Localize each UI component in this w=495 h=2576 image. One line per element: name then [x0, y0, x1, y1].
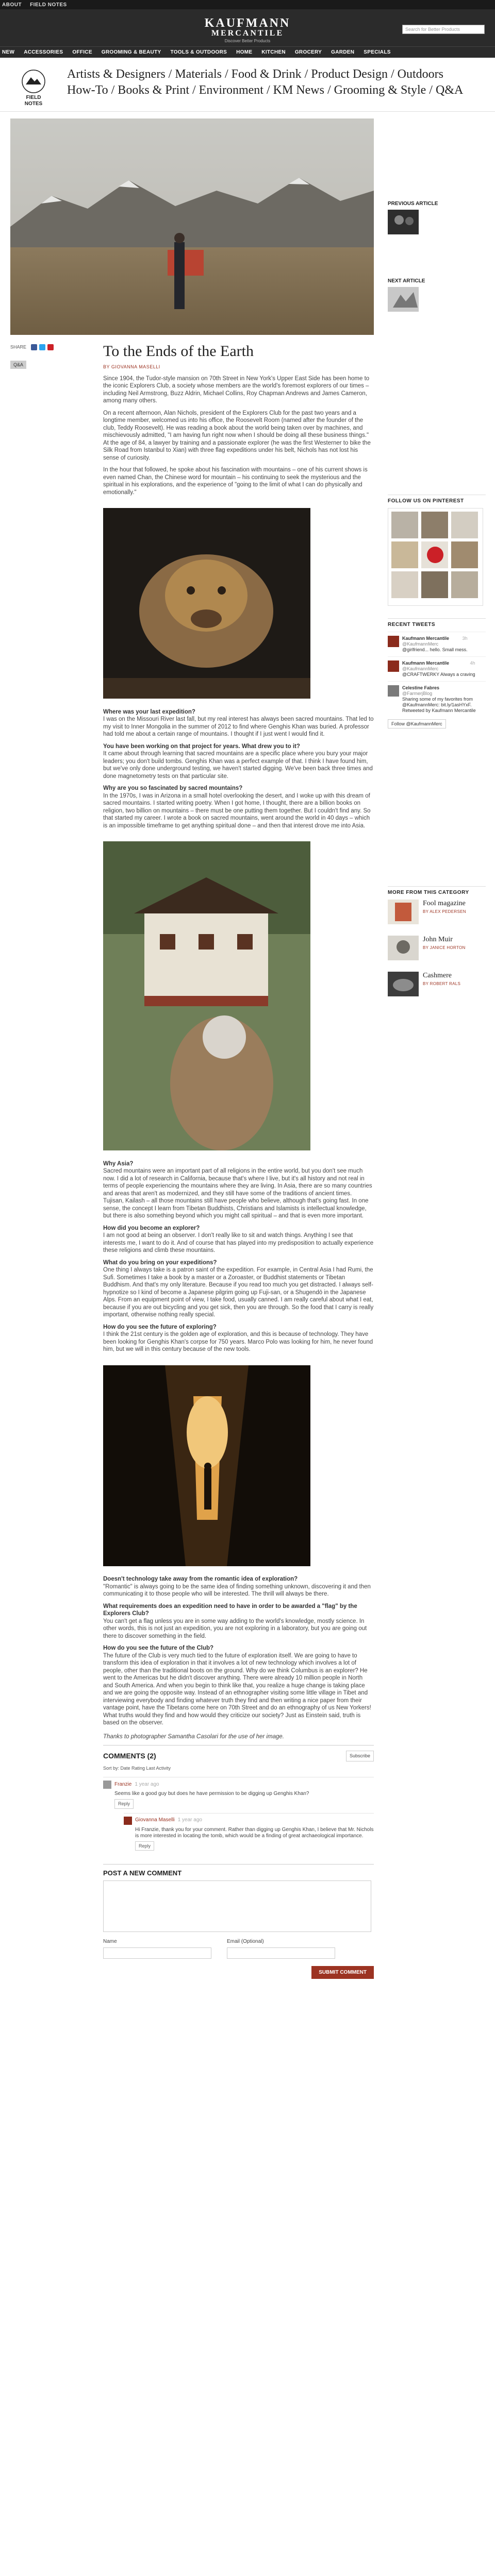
comment-text: Hi Franzie, thank you for your comment. Rather than digging up Genghis Khan, I believe that Mr. Nichols is more interested in locating the tomb, which would be a finding of great archaeological importance.: [135, 1826, 374, 1839]
answer: "Romantic" is always going to be the same idea of finding something unknown, discovering it and then communicating it to those people who will be interested. The thrill will always be there.: [103, 1583, 371, 1597]
related-article[interactable]: Fool magazine BY ALEX PEDERSEN: [388, 900, 486, 924]
email-field[interactable]: [227, 1947, 335, 1959]
nav-item-kitchen[interactable]: KITCHEN: [261, 49, 286, 55]
twitter-icon[interactable]: [39, 344, 45, 350]
question: Why are you so fascinated by sacred mountains?: [103, 785, 243, 791]
recent-tweets: [388, 618, 486, 728]
field-notes-bar: [0, 58, 495, 112]
tweet[interactable]: 3h Kaufmann Mercantile @KaufmannMerc @girlfriend... hello. Small mess.: [388, 632, 486, 656]
question: How do you see the future of the Club?: [103, 1645, 214, 1651]
article-photo-fur-trophy: [103, 508, 310, 699]
field-notes-link[interactable]: FIELD NOTES: [30, 2, 67, 8]
name-field-label: Name: [103, 1938, 211, 1959]
svg-text:NOTES: NOTES: [24, 101, 43, 107]
answer: One thing I always take is a patron saint of the expedition. For example, in Central Asia I had Rumi, the Sufi. Sometimes I take a book by a master or a Zoroaster, or Buddhist statements or Tibetan Buddhism. And that's my only literature. Because if you read too much you get distracted. I always self-hypnotize so I kind of become a Japanese pilgrim going up Fuji-san, or a Shugendō in the Japanese Alps. From an equipment point of view, I take food, usually canned. I am really careful about what I eat, because if you are out bicycling and you get sick, then you are through. So the food that I carry is really important, otherwise nothing really special.: [103, 1267, 374, 1318]
name-field[interactable]: [103, 1947, 211, 1959]
subscribe-button[interactable]: Subscribe: [346, 1751, 374, 1761]
comment-reply: [124, 1813, 374, 1855]
related-article[interactable]: Cashmere BY ROBERT RALS: [388, 972, 486, 996]
article-photo-monastery: [103, 841, 310, 1150]
answer: Sacred mountains were an important part of all religions in the entire world, but you don't see much now. I did a lot of research in California, because that's where I live, but it's all history and not real in terms of people experiencing the mountains where they are living. In Asia, there are so many countries and areas that aren't as modernized, and they still have some of the traditions of ancient times. Tujisan, Kailash – all those mountains still have people who believe, although that's going fast. In one sense, the concept I learn from Tibetan Buddhists, Christians and Islamists is intellectual knowledge, but there is also something beyond which you might call spiritual – and that is even more important.: [103, 1168, 372, 1219]
comments-header: [103, 1745, 374, 1761]
about-link[interactable]: ABOUT: [2, 2, 22, 8]
pinterest-icon[interactable]: [47, 344, 54, 350]
follow-twitter-button[interactable]: Follow @KaufmannMerc: [388, 719, 446, 728]
tweet[interactable]: 4h Kaufmann Mercantile @KaufmannMerc @CRAFTWERKY Always a craving: [388, 656, 486, 681]
article-photo-corridor: [103, 1365, 310, 1566]
question: Where was your last expedition?: [103, 708, 195, 715]
nav-item-office[interactable]: OFFICE: [72, 49, 92, 55]
submit-comment-button[interactable]: SUBMIT COMMENT: [311, 1966, 374, 1979]
reply-button[interactable]: Reply: [135, 1841, 154, 1851]
site-header: [0, 9, 495, 46]
paragraph: On a recent afternoon, Alan Nichols, president of the Explorers Club for the past two years and a longtime member, welcomed us into his office, the Roosevelt Room (named after the founder of the club, Teddy Roosevelt). He was reading a book about the world being taken over by machines, and mischievously admitted, "I am having fun right now when I should be doing all these business things." At the age of 84, a lawyer by training and a passionate explorer (he was the first Westerner to bike the Silk Road from Istanbul to Xian) with three flag expeditions under his belt, Nichols has not lost his sense of curiosity.: [103, 410, 371, 461]
comment-time: 1 year ago: [135, 1781, 159, 1787]
nav-item-garden[interactable]: GARDEN: [331, 49, 355, 55]
question: What do you bring on your expeditions?: [103, 1259, 217, 1266]
avatar: [103, 1781, 111, 1789]
next-article[interactable]: NEXT ARTICLE: [388, 278, 486, 312]
facebook-icon[interactable]: [31, 344, 37, 350]
previous-article-thumbnail[interactable]: [388, 210, 419, 234]
email-field-label: Email (Optional): [227, 1938, 335, 1959]
tweet[interactable]: Celestine Fabres @FarmerjBlog Sharing some of my favorites from @KaufmannMerc: bit.ly/1asHYxF. Retweeted by Kaufmann Mercantile: [388, 681, 486, 717]
more-heading: MORE FROM THIS CATEGORY: [388, 886, 486, 895]
comment-text: Seems like a good guy but does he have permission to be digging up Genghis Khan?: [114, 1791, 309, 1797]
svg-text:FIELD: FIELD: [26, 95, 41, 100]
avatar: [388, 636, 399, 647]
comment-textarea[interactable]: [103, 1880, 371, 1932]
pinterest-board[interactable]: [388, 508, 483, 606]
reply-button[interactable]: Reply: [114, 1799, 134, 1809]
category-links-row-1[interactable]: Artists & Designers / Materials / Food & Drink / Product Design / Outdoors: [67, 67, 443, 81]
paragraph: In the hour that followed, he spoke about his fascination with mountains – one of his current shows is even named Chan, the Chinese word for mountain – his continuing to seek the mysterious and the spiritual in his explorations, and the experience of "going to the limit of what I can do physically and emotionally.": [103, 467, 368, 496]
answer: You can't get a flag unless you are in some way adding to the world's knowledge, mostly science. In other words, this is not just an expedition, you are not exploring in a laboratory, but you are going out there to discover something in the field.: [103, 1618, 367, 1639]
comment: [103, 1777, 374, 1813]
comment-time: 1 year ago: [177, 1817, 202, 1823]
related-thumbnail[interactable]: [388, 936, 419, 960]
avatar: [124, 1817, 132, 1825]
article-byline[interactable]: BY GIOVANNA MASELLI: [103, 364, 160, 369]
comment-sort[interactable]: Sort by: Date Rating Last Activity: [103, 1765, 171, 1771]
answer: I think the 21st century is the golden age of exploration, and this is because of technology. They have been looking for Genghis Khan's corpse for 750 years. Marco Polo was looking for him, he never found him, but we will in this century because of the new tools.: [103, 1331, 373, 1352]
main-nav: [0, 46, 495, 58]
tag-qa[interactable]: Q&A: [10, 361, 26, 369]
related-thumbnail[interactable]: [388, 900, 419, 924]
comments-count: COMMENTS (2): [103, 1752, 156, 1760]
question: Doesn't technology take away from the romantic idea of exploration?: [103, 1576, 298, 1582]
more-from-category: [388, 886, 486, 1008]
nav-item-grocery[interactable]: GROCERY: [294, 49, 322, 55]
nav-item-home[interactable]: HOME: [236, 49, 253, 55]
related-article[interactable]: John Muir BY JANICE HORTON: [388, 936, 486, 960]
post-comment-title: POST A NEW COMMENT: [103, 1864, 374, 1877]
answer: The future of the Club is very much tied to the future of exploration itself. We are going to have to transform this idea of exploration in that it involves a lot of new technology which involves a lot of people, other than the traditional boots on the ground. Why do we think Columbus is an explorer? He went to the Americas but he didn't discover anything. There were already 10 million people in North and South America. And when you begin to think like that, you realize a huge change is taking place and we are going the opposite way. Instead of an ethnographer visiting some little village in Tibet and interviewing everybody and finding whatever truth they find and then writing a nice paper from their vantage point, have the Tibetans come here on 70th Street and do an ethnography of us New Yorkers! What truths would they find and how would they criticize our society? Just as Einstein said, truth is based on the observer.: [103, 1652, 371, 1726]
comment-author[interactable]: Franzie: [114, 1781, 132, 1787]
paragraph: Since 1904, the Tudor-style mansion on 70th Street in New York's Upper East Side has been home to the iconic Explorers Club, a society whose members are the world's foremost explorers of our times – including Neil Armstrong, Buzz Aldrin, Michael Collins, Roy Chapman Andrews and James Cameron, among many others.: [103, 375, 370, 404]
nav-item-new[interactable]: NEW: [2, 49, 15, 55]
top-bar: [0, 0, 495, 9]
post-comment-form: [103, 1864, 374, 1975]
pinterest-logo-icon: [427, 547, 443, 563]
answer: It came about through learning that sacred mountains are a specific place where you bury your major leaders; you don't build tombs. Genghis Khan was a perfect example of that. I think I have found him, but we've only done underground testing, we haven't started digging. We've been back three times and done magnetometry tests on that particular site.: [103, 751, 373, 779]
question: What requirements does an expedition need to have in order to be awarded a "flag" by the Explorers Club?: [103, 1603, 357, 1617]
pinterest-widget: [388, 495, 486, 606]
nav-item-accessories[interactable]: ACCESSORIES: [24, 49, 63, 55]
category-links-row-2[interactable]: How-To / Books & Print / Environment / KM News / Grooming & Style / Q&A: [67, 83, 464, 97]
hero-image: [10, 118, 374, 335]
pinterest-heading: FOLLOW US ON PINTEREST: [388, 495, 486, 504]
site-logo[interactable]: KAUFMANN MERCANTILE Discover Better Products: [204, 16, 291, 43]
related-thumbnail[interactable]: [388, 972, 419, 996]
tweets-heading: RECENT TWEETS: [388, 618, 486, 628]
photo-credit: Thanks to photographer Samantha Casolari for the use of her image.: [103, 1733, 284, 1740]
search-input[interactable]: Search for Better Products: [402, 25, 485, 34]
previous-article[interactable]: PREVIOUS ARTICLE: [388, 201, 486, 234]
share-bar: SHARE: [10, 344, 54, 350]
answer: In the 1970s, I was in Arizona in a small hotel overlooking the desert, and I woke up with this dream of sacred mountains. I started writing poetry. When I got home, I thought, there are a billion books on religion, two billion on mountains – there must be one putting them together. But I couldn't find any. So that started my career. I wrote a book on sacred mountains, went around the world in 40 days – which is an impossible timeframe to get anything spiritual done – and then that interest drove me into Asia.: [103, 792, 371, 829]
comment-author[interactable]: Giovanna Maselli: [135, 1817, 175, 1823]
answer: I am not good at being an observer. I don't really like to sit and watch things. Anything I see that interests me, I want to do it. And of course that has played into my predisposition to actually experience these religions and climb these mountains.: [103, 1232, 374, 1253]
avatar: [388, 660, 399, 672]
answer: I was on the Missouri River last fall, but my real interest has always been sacred mountains. That led to my visit to Inner Mongolia in the summer of 2012 to find where Genghis Khan was buried. A professor had told me about a certain range of mountains. I thought if I just went I would find it.: [103, 716, 374, 737]
nav-item-tools[interactable]: TOOLS & OUTDOORS: [170, 49, 227, 55]
article-title: To the Ends of the Earth: [103, 343, 254, 360]
question: How do you see the future of exploring?: [103, 1324, 217, 1330]
nav-item-specials[interactable]: SPECIALS: [364, 49, 391, 55]
question: Why Asia?: [103, 1160, 134, 1167]
article: [103, 343, 374, 1979]
next-article-thumbnail[interactable]: [388, 287, 419, 312]
field-notes-badge-icon[interactable]: [10, 66, 57, 107]
nav-item-grooming[interactable]: GROOMING & BEAUTY: [101, 49, 161, 55]
avatar: [388, 685, 399, 697]
question: How did you become an explorer?: [103, 1225, 200, 1231]
question: You have been working on that project for years. What drew you to it?: [103, 743, 300, 750]
